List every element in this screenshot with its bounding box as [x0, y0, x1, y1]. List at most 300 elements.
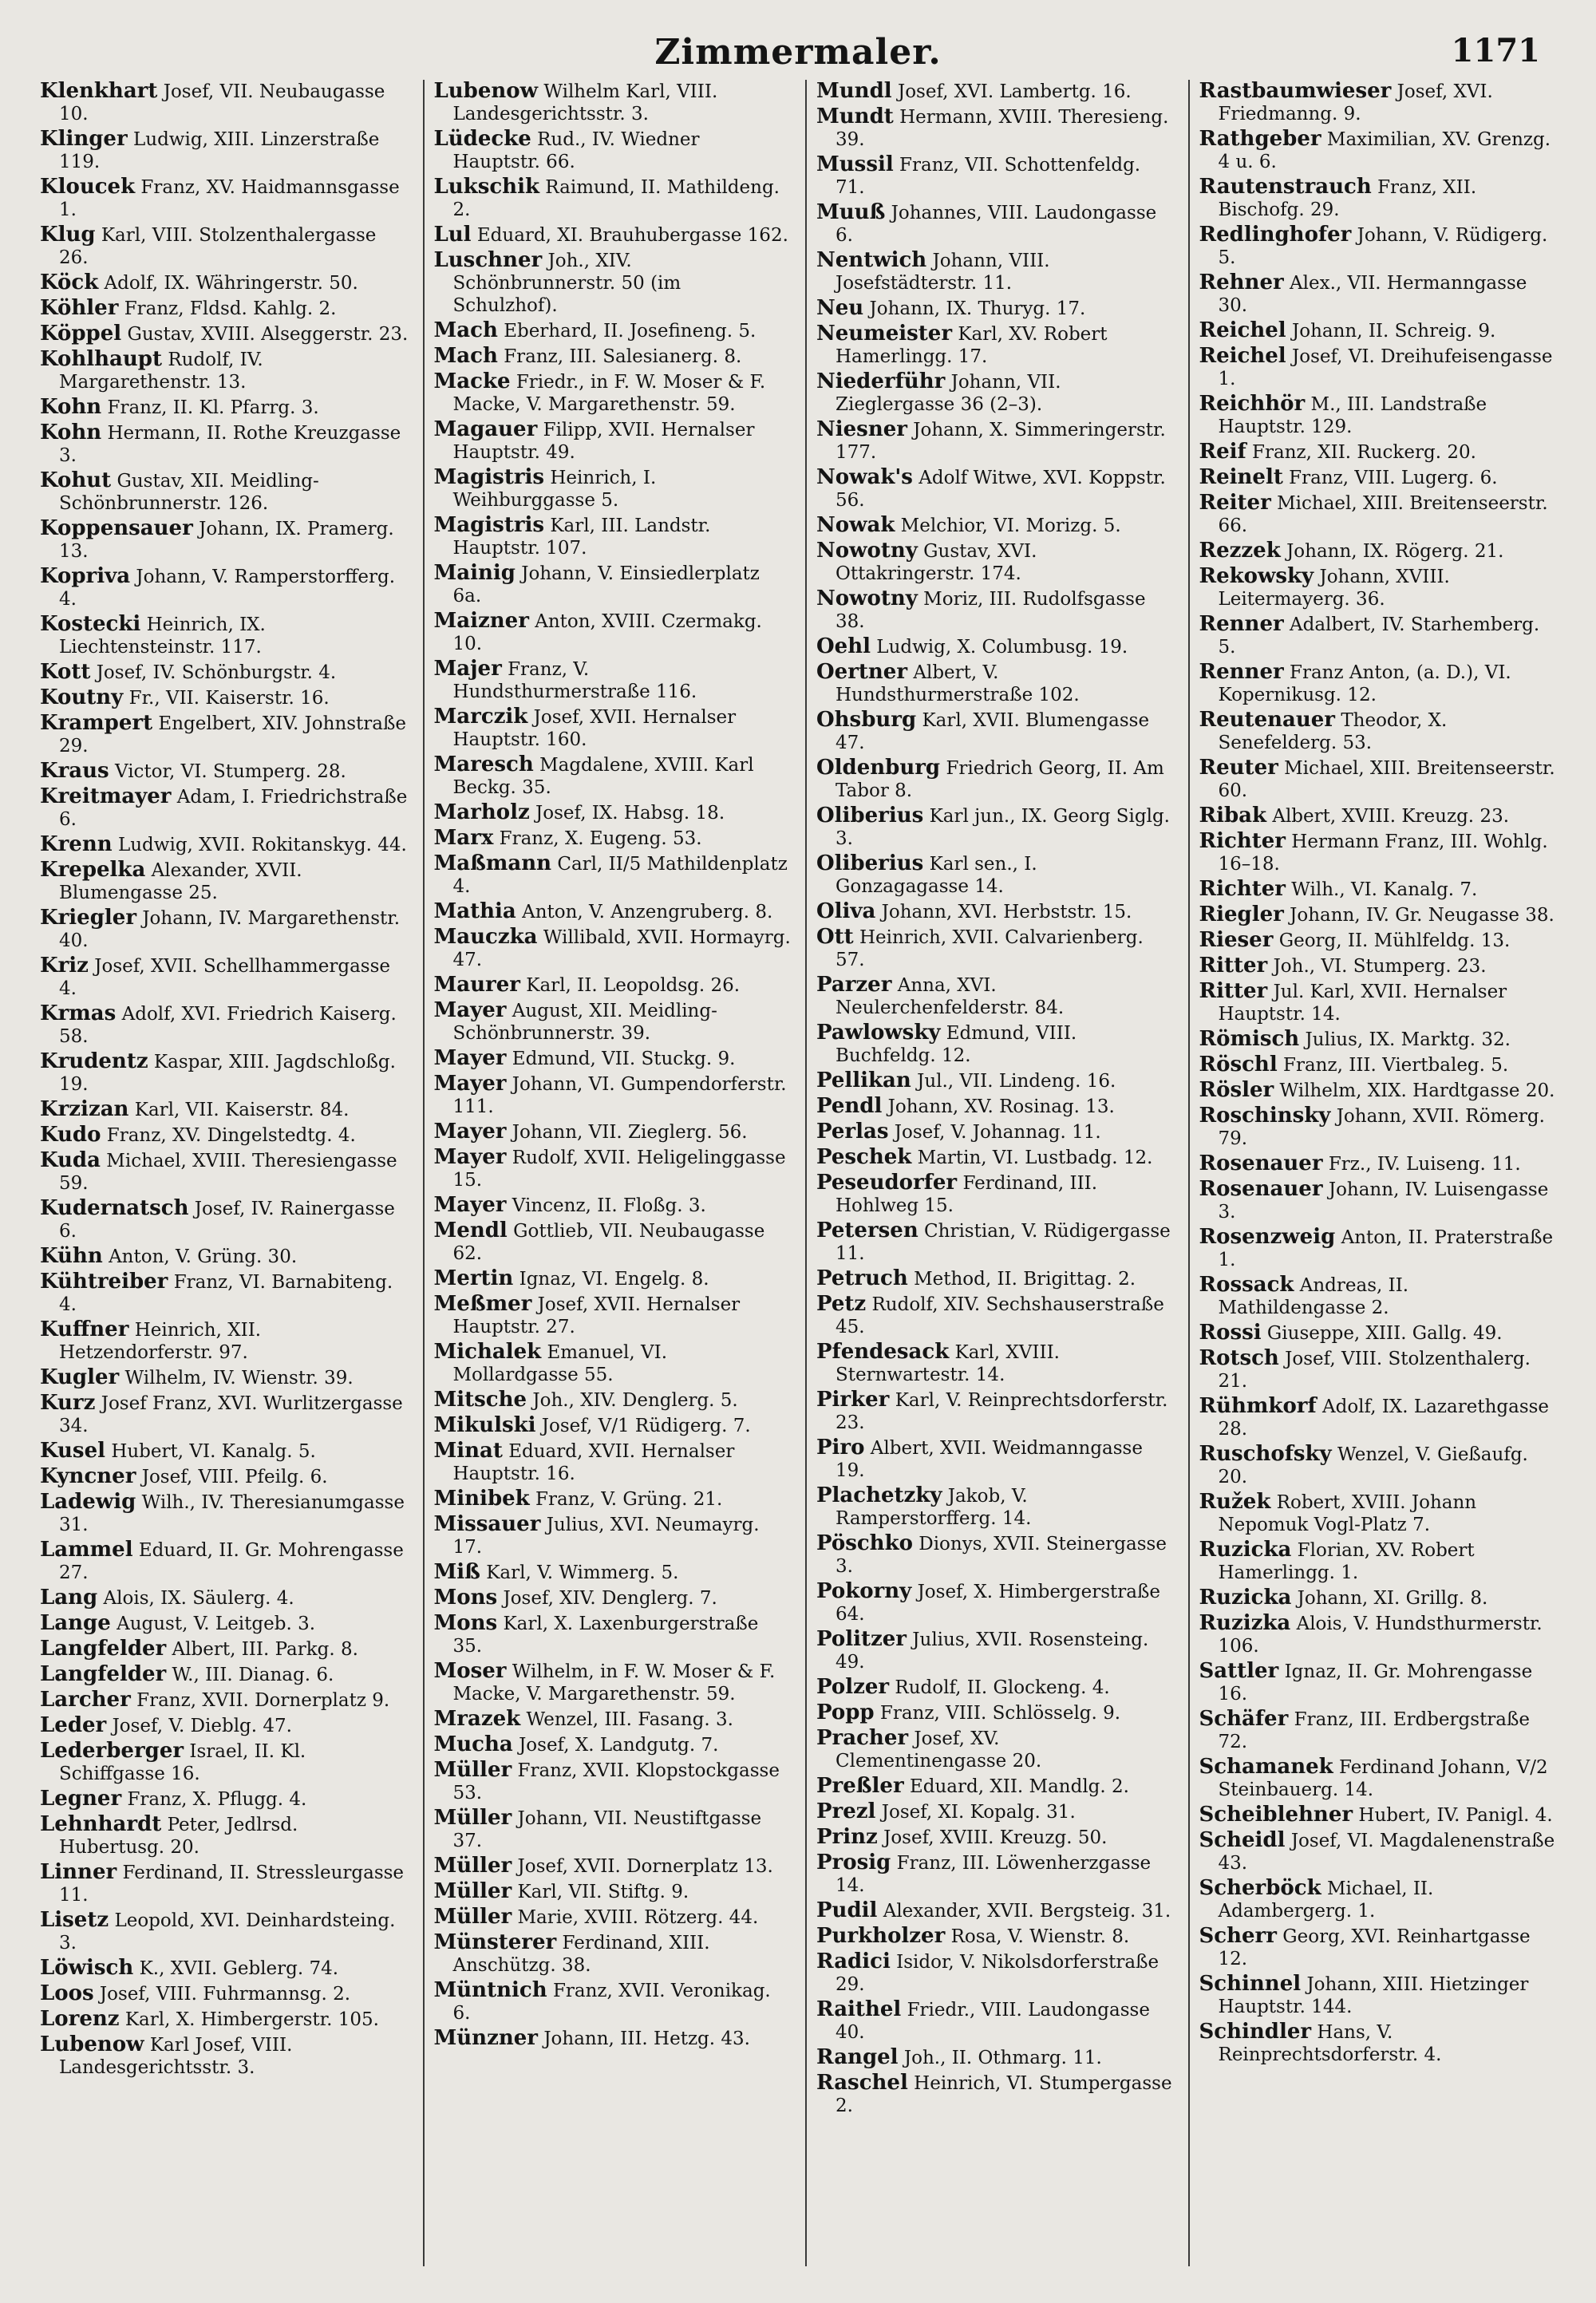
entry-name: Münzner: [433, 2026, 538, 2050]
entry-address: Isidor, V. Nikolsdorferstraße 29.: [836, 1952, 1159, 1995]
directory-entry: [1199, 393, 1557, 438]
column-2: [423, 80, 792, 2266]
entry-name: Röschl: [1199, 1053, 1278, 1076]
entry-address: Heinrich, XII. Hetzendorferstr. 97.: [59, 1320, 262, 1363]
directory-entry: [434, 1759, 792, 1804]
directory-entry: [1199, 929, 1557, 952]
entry-name: Mons: [433, 1586, 498, 1610]
directory-entry: [816, 1851, 1174, 1897]
directory-entry: [1199, 1877, 1557, 1922]
directory-entry: [40, 1392, 409, 1437]
entry-address: Carl, II/5 Mathildenplatz 4.: [452, 854, 788, 897]
entry-name: Oliva: [816, 899, 876, 923]
entry-address: Albert, XVIII. Kreuzg. 23.: [1272, 806, 1510, 827]
entry-address: Engelbert, XIV. Johnstraße 29.: [59, 713, 406, 756]
directory-entry: [816, 2046, 1174, 2069]
entry-address: Willibald, XVII. Hormayrg. 47.: [452, 927, 791, 970]
entry-name: Nowotny: [816, 539, 918, 563]
entry-address: Franz, V. Grüng. 21.: [535, 1489, 723, 1510]
directory-entry: [816, 1580, 1174, 1626]
entry-address: Franz, X. Eugeng. 53.: [499, 828, 702, 849]
entry-name: Scherr: [1199, 1924, 1277, 1948]
entry-name: Maurer: [433, 973, 520, 997]
entry-address: Christian, V. Rüdigergasse 11.: [836, 1221, 1171, 1264]
entry-name: Mons: [433, 1611, 498, 1635]
directory-entry: [816, 1219, 1174, 1265]
entry-address: Joh., XIV. Denglerg. 5.: [532, 1390, 738, 1411]
entry-name: Kurz: [40, 1391, 96, 1415]
directory-entry: [816, 1389, 1174, 1434]
entry-address: Kaspar, XIII. Jagdschloßg. 19.: [59, 1052, 396, 1095]
directory-entry: [816, 1925, 1174, 1948]
directory-entry: [1199, 1829, 1557, 1874]
entry-name: Raschel: [816, 2071, 908, 2095]
directory-entry: [434, 562, 792, 607]
directory-entry: [816, 1293, 1174, 1338]
entry-name: Minat: [433, 1439, 503, 1463]
entry-address: Andreas, II. Mathildengasse 2.: [1218, 1275, 1409, 1318]
entry-name: Luschner: [433, 248, 543, 272]
directory-entry: [40, 223, 409, 269]
entry-name: Koutny: [40, 685, 124, 709]
entry-address: Josef, VII. Neubaugasse 10.: [59, 81, 385, 124]
directory-entry: [434, 1146, 792, 1191]
entry-name: Rezzek: [1199, 539, 1281, 563]
entry-name: Reutenauer: [1199, 708, 1335, 732]
entry-name: Rekowsky: [1199, 564, 1314, 588]
entry-address: Franz, XII. Bischofg. 29.: [1218, 177, 1477, 220]
directory-entry: [434, 1733, 792, 1756]
directory-entry: [1199, 2021, 1557, 2066]
directory-entry: [1199, 756, 1557, 802]
entry-address: Rud., IV. Wiedner Hauptstr. 66.: [452, 129, 700, 172]
entry-address: Eduard, II. Gr. Mohrengasse 27.: [59, 1540, 404, 1583]
directory-entry: [816, 1120, 1174, 1144]
entry-name: Pendl: [816, 1094, 883, 1118]
entry-address: Josef, VI. Dreihufeisengasse 1.: [1218, 346, 1553, 389]
entry-name: Schamanek: [1199, 1755, 1333, 1779]
entry-name: Ritter: [1199, 954, 1268, 978]
entry-name: Majer: [433, 657, 502, 681]
directory-entry: [1199, 1395, 1557, 1440]
directory-entry: [1199, 539, 1557, 563]
directory-entry: [816, 201, 1174, 247]
entry-address: Johann, IV. Margarethenstr. 40.: [59, 908, 401, 951]
entry-address: Marie, XVIII. Rötzerg. 44.: [517, 1907, 759, 1928]
entry-address: Hans, V. Reinprechtsdorferstr. 4.: [1218, 2022, 1442, 2065]
entry-name: Rehner: [1199, 271, 1284, 294]
entry-name: Niederführ: [816, 369, 946, 393]
entry-name: Mach: [433, 318, 498, 342]
directory-entry: [40, 80, 409, 125]
entry-name: Rossack: [1199, 1273, 1294, 1297]
directory-entry: [1199, 1347, 1557, 1392]
entry-name: Mayer: [433, 998, 507, 1022]
entry-name: Peseudorfer: [816, 1171, 958, 1195]
directory-entry: [40, 1098, 409, 1121]
column-3: [805, 80, 1174, 2266]
entry-name: Ritter: [1199, 979, 1268, 1003]
directory-entry: [40, 1149, 409, 1195]
entry-address: Hermann Franz, III. Wohlg. 16–18.: [1218, 832, 1548, 875]
entry-address: Leopold, XVI. Deinhardsteing. 3.: [59, 1910, 396, 1953]
entry-address: Anton, II. Praterstraße 1.: [1218, 1227, 1554, 1270]
entry-name: Oertner: [816, 660, 908, 684]
entry-address: Josef, V. Dieblg. 47.: [112, 1716, 292, 1736]
directory-entry: [816, 418, 1174, 464]
entry-name: Oliberius: [816, 851, 924, 875]
directory-entry: [1199, 223, 1557, 269]
entry-name: Löwisch: [40, 1956, 134, 1980]
entry-name: Michalek: [433, 1340, 542, 1364]
directory-entry: [816, 1899, 1174, 1922]
directory-entry: [434, 1880, 792, 1903]
entry-address: Michael, II. Adambergerg. 1.: [1218, 1878, 1434, 1922]
entry-name: Radici: [816, 1949, 891, 1973]
directory-entry: [434, 345, 792, 368]
entry-address: Ludwig, XIII. Linzerstraße 119.: [59, 129, 380, 172]
directory-entry: [40, 176, 409, 221]
entry-name: Krmas: [40, 1001, 117, 1025]
entry-address: Josef, X. Landgutg. 7.: [519, 1735, 719, 1756]
entry-name: Prinz: [816, 1825, 878, 1849]
directory-entry: [40, 1637, 409, 1661]
entry-name: Meßmer: [433, 1292, 532, 1316]
entry-address: Julius, XVI. Neumayrg. 17.: [452, 1515, 760, 1558]
directory-entry: [1199, 565, 1557, 610]
entry-name: Lang: [40, 1586, 98, 1610]
entry-name: Krenn: [40, 832, 113, 856]
entry-name: Kohut: [40, 468, 112, 492]
entry-name: Kraus: [40, 759, 109, 783]
entry-address: Melchior, VI. Morizg. 5.: [900, 516, 1121, 536]
directory-entry: [1199, 1321, 1557, 1345]
entry-name: Köppel: [40, 322, 122, 346]
directory-entry: [1199, 80, 1557, 125]
entry-name: Kohn: [40, 395, 102, 419]
entry-name: Mikulski: [433, 1413, 536, 1437]
entry-name: Mauczka: [433, 925, 538, 949]
directory-entry: [816, 2072, 1174, 2117]
entry-name: Scherböck: [1199, 1876, 1321, 1900]
entry-address: Heinrich, I. Weihburggasse 5.: [452, 468, 657, 511]
directory-entry: [40, 661, 409, 684]
entry-address: Johann, XVIII. Leitermayerg. 36.: [1218, 567, 1450, 610]
entry-address: Peter, Jedlrsd. Hubertusg. 20.: [59, 1815, 298, 1858]
directory-entry: [434, 974, 792, 997]
directory-entry: [434, 1194, 792, 1217]
directory-entry: [434, 1047, 792, 1070]
entry-address: Johann, XV. Rosinag. 13.: [887, 1096, 1115, 1117]
entry-name: Parzer: [816, 973, 892, 997]
entry-address: Anton, V. Grüng. 30.: [109, 1246, 298, 1267]
directory-entry: [434, 900, 792, 923]
entry-address: Josef, XVI. Lambertg. 16.: [897, 81, 1132, 102]
directory-entry: [40, 1663, 409, 1686]
directory-entry: [40, 1197, 409, 1242]
entry-name: Mathia: [433, 899, 516, 923]
directory-entry: [816, 466, 1174, 512]
entry-address: Johannes, VIII. Laudongasse 6.: [836, 203, 1157, 246]
entry-name: Rühmkorf: [1199, 1394, 1317, 1418]
entry-address: Method, II. Brigittag. 2.: [914, 1269, 1136, 1290]
entry-name: Müller: [433, 1879, 512, 1903]
entry-name: Kusel: [40, 1439, 105, 1463]
directory-entry: [40, 1465, 409, 1488]
directory-entry: [40, 469, 409, 515]
directory-entry: [816, 370, 1174, 416]
directory-entry: [816, 1069, 1174, 1092]
entry-name: Linner: [40, 1860, 117, 1884]
entry-address: Franz, VIII. Schlösselg. 9.: [879, 1703, 1121, 1724]
entry-name: Redlinghofer: [1199, 223, 1352, 247]
entry-name: Kreitmayer: [40, 784, 172, 808]
directory-entry: [434, 705, 792, 751]
directory-entry: [1199, 830, 1557, 875]
entry-name: Larcher: [40, 1688, 131, 1712]
directory-entry: [434, 1708, 792, 1731]
directory-entry: [1199, 878, 1557, 901]
entry-name: Müntnich: [433, 1978, 547, 2002]
directory-entry: [1199, 1491, 1557, 1536]
directory-entry: [434, 1267, 792, 1290]
entry-name: Marholz: [433, 800, 530, 824]
entry-name: Magauer: [433, 417, 538, 441]
entry-address: Eduard, XVII. Hernalser Hauptstr. 16.: [452, 1441, 735, 1484]
entry-address: Karl, V. Wimmerg. 5.: [486, 1562, 679, 1583]
entry-name: Kriz: [40, 954, 89, 978]
directory-entry: [1199, 176, 1557, 221]
directory-entry: [1199, 1079, 1557, 1102]
directory-entry: [1199, 1756, 1557, 1801]
entry-name: Krudentz: [40, 1049, 148, 1073]
entry-address: Karl, X. Laxenburgerstraße 35.: [452, 1614, 759, 1657]
entry-name: Rotsch: [1199, 1346, 1279, 1370]
entry-address: Victor, VI. Stumperg. 28.: [115, 761, 346, 782]
entry-name: Rangel: [816, 2045, 899, 2069]
directory-entry: [1199, 804, 1557, 828]
entry-address: Theodor, X. Senefelderg. 53.: [1218, 710, 1448, 753]
directory-entry: [40, 1539, 409, 1584]
entry-address: Wenzel, III. Fasang. 3.: [526, 1709, 733, 1730]
entry-name: Miß: [433, 1560, 480, 1584]
entry-name: Ruzicka: [1199, 1586, 1292, 1610]
directory-entry: [1199, 1708, 1557, 1753]
entry-address: Friedr., VIII. Laudongasse 40.: [836, 2000, 1150, 2043]
entry-address: Fr., VII. Kaiserstr. 16.: [128, 688, 330, 709]
directory-entry: [40, 1245, 409, 1268]
directory-entry: [816, 587, 1174, 633]
directory-entry: [434, 926, 792, 971]
entry-address: Josef, XVIII. Kreuzg. 50.: [883, 1827, 1108, 1848]
directory-entry: [40, 1740, 409, 1785]
directory-entry: [434, 418, 792, 464]
entry-name: Kriegler: [40, 906, 137, 930]
directory-entry: [816, 661, 1174, 706]
entry-name: Mayer: [433, 1193, 507, 1217]
entry-address: K., XVII. Geblerg. 74.: [139, 1958, 339, 1979]
directory-entry: [1199, 1152, 1557, 1175]
entry-name: Kyncner: [40, 1464, 136, 1488]
entry-address: Gustav, XVI. Ottakringerstr. 174.: [836, 541, 1037, 584]
entry-name: Langfelder: [40, 1637, 167, 1661]
entry-address: Franz, III. Salesianerg. 8.: [504, 346, 742, 367]
column-4: [1188, 80, 1557, 2266]
entry-name: Krampert: [40, 711, 153, 735]
entry-name: Maizner: [433, 609, 529, 633]
entry-name: Lubenow: [433, 80, 539, 103]
entry-name: Ribak: [1199, 804, 1267, 828]
entry-address: Johann, XVI. Herbststr. 15.: [881, 902, 1132, 922]
entry-name: Kostecki: [40, 612, 141, 636]
entry-name: Pokorny: [816, 1579, 912, 1603]
entry-address: Rudolf, XIV. Sechshauserstraße 45.: [836, 1294, 1164, 1337]
entry-name: Lubenow: [40, 2032, 144, 2056]
entry-address: Julius, XVII. Rosensteing. 49.: [836, 1629, 1149, 1673]
entry-address: Josef, XIV. Denglerg. 7.: [503, 1588, 717, 1609]
directory-entry: [1199, 1612, 1557, 1657]
entry-address: Robert, XVIII. Johann Nepomuk Vogl-Platz 7.: [1218, 1492, 1477, 1535]
entry-address: Ferdinand, II. Stressleurgasse 11.: [59, 1863, 405, 1906]
entry-name: Kohn: [40, 421, 102, 444]
directory-entry: [434, 1341, 792, 1386]
entry-name: Lehnhardt: [40, 1812, 162, 1836]
entry-name: Reif: [1199, 440, 1246, 464]
directory-entry: [40, 517, 409, 563]
entry-name: Reichel: [1199, 344, 1286, 368]
directory-entry: [1199, 492, 1557, 537]
entry-name: Niesner: [816, 417, 907, 441]
entry-address: Hubert, VI. Kanalg. 5.: [111, 1441, 316, 1462]
directory-entry: [1199, 345, 1557, 390]
directory-entry: [816, 709, 1174, 754]
entry-name: Müller: [433, 1854, 512, 1878]
directory-entry: [40, 1002, 409, 1048]
entry-name: Nowak: [816, 513, 895, 537]
directory-entry: [434, 999, 792, 1045]
directory-entry: [816, 1628, 1174, 1673]
entry-address: Eberhard, II. Josefineng. 5.: [504, 321, 757, 342]
entry-name: Mainig: [433, 561, 516, 585]
entry-name: Reinelt: [1199, 465, 1283, 489]
entry-address: Franz, XV. Dingelstedtg. 4.: [106, 1125, 356, 1146]
entry-name: Renner: [1199, 660, 1284, 684]
entry-address: Karl jun., IX. Georg Siglg. 3.: [836, 806, 1170, 849]
entry-address: Franz, VIII. Lugerg. 6.: [1289, 468, 1498, 488]
entry-name: Pracher: [816, 1726, 909, 1750]
entry-name: Rosenzweig: [1199, 1225, 1336, 1249]
entry-name: Maresch: [433, 753, 534, 776]
entry-name: Mucha: [433, 1732, 513, 1756]
entry-name: Schinnel: [1199, 1972, 1302, 1996]
entry-address: Josef, VI. Magdalenenstraße 43.: [1218, 1831, 1555, 1874]
directory-entry: [434, 514, 792, 559]
directory-entry: [816, 1484, 1174, 1530]
directory-entry: [434, 1931, 792, 1977]
entry-address: Franz, VII. Schottenfeldg. 71.: [836, 155, 1141, 198]
entry-address: Josef, V. Johannag. 11.: [894, 1122, 1101, 1143]
directory-entry: [1199, 319, 1557, 342]
entry-address: Rudolf, XVII. Heligelinggasse 15.: [452, 1148, 786, 1191]
directory-entry: [40, 1270, 409, 1316]
entry-address: Ferdinand, III. Hohlweg 15.: [836, 1173, 1098, 1216]
entry-address: Gustav, XVIII. Alseggerstr. 23.: [127, 324, 409, 345]
entry-address: Heinrich, XVII. Calvarienberg. 57.: [836, 927, 1144, 970]
directory-entry: [434, 223, 792, 247]
entry-address: Johann, IX. Pramerg. 13.: [59, 519, 394, 562]
entry-address: Joh., VI. Stumperg. 23.: [1273, 956, 1487, 977]
entry-address: Alexander, XVII. Blumengasse 25.: [59, 860, 302, 903]
directory-entry: [40, 421, 409, 467]
entry-address: Franz, VI. Barnabiteng. 4.: [59, 1272, 393, 1315]
entry-name: Riegler: [1199, 903, 1284, 926]
directory-entry: [816, 1826, 1174, 1849]
directory-entry: [434, 1487, 792, 1511]
entry-address: Johann, VIII. Josefstädterstr. 11.: [836, 251, 1050, 294]
entry-name: Prezl: [816, 1799, 876, 1823]
entry-name: Muuß: [816, 200, 886, 224]
directory-entry: [816, 635, 1174, 658]
entry-name: Ruschofsky: [1199, 1442, 1332, 1466]
directory-entry: [816, 756, 1174, 802]
entry-name: Scheidl: [1199, 1828, 1286, 1852]
directory-entry: [40, 1813, 409, 1859]
entry-address: Wilhelm, in F. W. Moser & F. Macke, V. Margarethenstr. 59.: [452, 1661, 776, 1705]
directory-entry: [40, 1714, 409, 1737]
entry-name: Purkholzer: [816, 1924, 946, 1948]
entry-address: Johann, VII. Neustiftgasse 37.: [452, 1808, 762, 1851]
entry-address: Magdalene, XVIII. Karl Beckg. 35.: [452, 755, 754, 798]
entry-address: Wenzel, V. Gießaufg. 20.: [1218, 1444, 1528, 1487]
entry-address: Karl sen., I. Gonzagagasse 14.: [836, 854, 1037, 897]
entry-address: Josef, XVII. Hernalser Hauptstr. 27.: [452, 1294, 741, 1337]
directory-entry: [40, 613, 409, 658]
entry-address: Ludwig, XVII. Rokitanskyg. 44.: [117, 835, 407, 855]
directory-entry: [40, 348, 409, 393]
entry-address: Josef, X. Himbergerstraße 64.: [836, 1582, 1160, 1625]
directory-entry: [1199, 1178, 1557, 1223]
entry-name: Lammel: [40, 1538, 133, 1562]
entry-address: Franz, III. Löwenherzgasse 14.: [836, 1853, 1152, 1896]
entry-address: Franz, XV. Haidmannsgasse 1.: [59, 177, 400, 220]
entry-address: Josef, XVII. Hernalser Hauptstr. 160.: [452, 707, 737, 750]
entry-name: Sattler: [1199, 1659, 1279, 1683]
directory-entry: [40, 1440, 409, 1463]
directory-entry: [434, 1807, 792, 1852]
entry-address: Franz, XVII. Dornerplatz 9.: [136, 1690, 390, 1711]
entry-address: Josef, XVII. Dornerplatz 13.: [517, 1856, 773, 1877]
directory-entry: [40, 271, 409, 294]
directory-entry: [434, 1586, 792, 1610]
column-1: [40, 80, 409, 2266]
entry-address: Michael, XIII. Breitenseerstr. 60.: [1218, 758, 1555, 801]
directory-entry: [816, 514, 1174, 537]
entry-address: Johann, IV. Luisengasse 3.: [1218, 1179, 1549, 1223]
entry-address: Johann, III. Hetzg. 43.: [543, 2028, 750, 2049]
directory-entry: [816, 1095, 1174, 1118]
entry-name: Kugler: [40, 1365, 120, 1389]
directory-entry: [1199, 128, 1557, 173]
entry-address: Rosa, V. Wienstr. 8.: [950, 1926, 1130, 1947]
entry-name: Politzer: [816, 1627, 907, 1651]
entry-name: Koppensauer: [40, 516, 193, 540]
directory-entry: [40, 954, 409, 1000]
directory-entry: [434, 1979, 792, 2025]
directory-entry: [40, 686, 409, 709]
entry-address: Franz Anton, (a. D.), VI. Kopernikusg. 12.: [1218, 662, 1511, 705]
entry-name: Pfendesack: [816, 1340, 950, 1364]
entry-name: Kloucek: [40, 175, 136, 199]
